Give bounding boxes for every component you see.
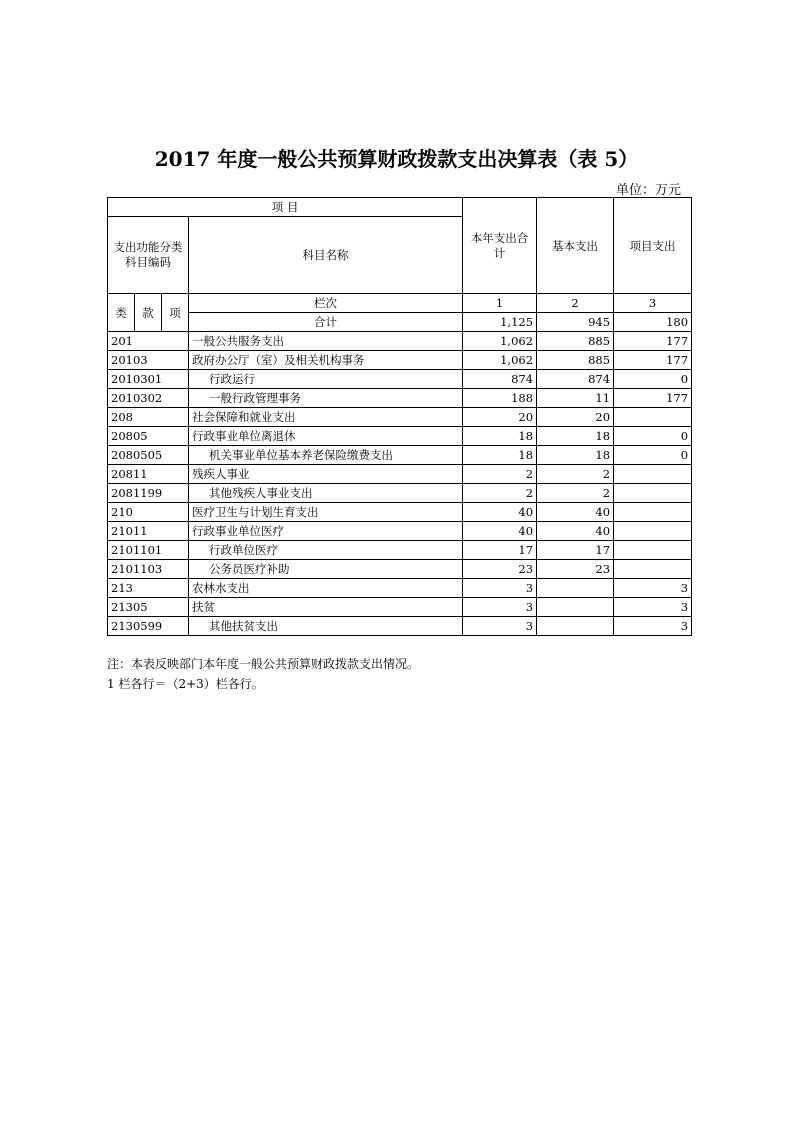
row-code: 210	[108, 503, 189, 522]
row-basic: 40	[537, 503, 614, 522]
total-row	[108, 313, 692, 332]
row-project	[614, 560, 692, 579]
row-total: 17	[463, 541, 537, 560]
row-name: 政府办公厅（室）及相关机构事务	[189, 351, 463, 370]
row-total: 40	[463, 522, 537, 541]
row-name: 社会保障和就业支出	[189, 408, 463, 427]
header-row-lanci	[108, 294, 692, 313]
row-total: 40	[463, 503, 537, 522]
total-project: 180	[614, 313, 692, 332]
table-row	[108, 465, 692, 484]
row-project	[614, 484, 692, 503]
row-name: 一般公共服务支出	[189, 332, 463, 351]
row-code: 201	[108, 332, 189, 351]
row-basic: 874	[537, 370, 614, 389]
row-basic: 20	[537, 408, 614, 427]
row-basic	[537, 598, 614, 617]
row-total: 3	[463, 598, 537, 617]
header-n3: 3	[614, 294, 692, 313]
row-project	[614, 465, 692, 484]
header-lei: 类	[108, 294, 135, 332]
row-project	[614, 541, 692, 560]
row-code: 21305	[108, 598, 189, 617]
row-basic: 17	[537, 541, 614, 560]
row-basic	[537, 579, 614, 598]
table-row	[108, 389, 692, 408]
row-name: 医疗卫生与计划生育支出	[189, 503, 463, 522]
row-code: 21011	[108, 522, 189, 541]
row-total: 188	[463, 389, 537, 408]
row-code: 20103	[108, 351, 189, 370]
header-col-total: 本年支出合计	[463, 198, 537, 294]
row-project: 177	[614, 332, 692, 351]
header-n2: 2	[537, 294, 614, 313]
header-name: 科目名称	[189, 217, 463, 294]
table-row	[108, 351, 692, 370]
row-project: 0	[614, 446, 692, 465]
row-project: 0	[614, 427, 692, 446]
note-line-1: 注：本表反映部门本年度一般公共预算财政拨款支出情况。	[107, 657, 420, 671]
row-project: 3	[614, 598, 692, 617]
row-project	[614, 522, 692, 541]
table-row	[108, 522, 692, 541]
row-basic: 23	[537, 560, 614, 579]
row-code: 213	[108, 579, 189, 598]
row-name: 机关事业单位基本养老保险缴费支出	[189, 446, 463, 465]
row-name: 行政运行	[189, 370, 463, 389]
row-project: 0	[614, 370, 692, 389]
row-basic: 885	[537, 332, 614, 351]
row-basic: 2	[537, 465, 614, 484]
row-basic: 40	[537, 522, 614, 541]
row-total: 18	[463, 427, 537, 446]
header-row-item	[108, 198, 692, 217]
row-basic	[537, 617, 614, 636]
total-basic: 945	[537, 313, 614, 332]
row-name: 行政事业单位医疗	[189, 522, 463, 541]
header-xiang: 项	[162, 294, 189, 332]
row-code: 2010301	[108, 370, 189, 389]
row-basic: 11	[537, 389, 614, 408]
row-project: 3	[614, 579, 692, 598]
table-row	[108, 446, 692, 465]
table-row	[108, 503, 692, 522]
header-item: 项 目	[108, 198, 463, 217]
table-row	[108, 408, 692, 427]
row-code: 2081199	[108, 484, 189, 503]
row-code: 2080505	[108, 446, 189, 465]
row-name: 其他残疾人事业支出	[189, 484, 463, 503]
row-code: 20805	[108, 427, 189, 446]
row-total: 18	[463, 446, 537, 465]
row-total: 874	[463, 370, 537, 389]
unit-label: 单位：万元	[615, 183, 681, 198]
row-project	[614, 408, 692, 427]
row-code: 2010302	[108, 389, 189, 408]
row-name: 残疾人事业	[189, 465, 463, 484]
row-name: 农林水支出	[189, 579, 463, 598]
row-basic: 2	[537, 484, 614, 503]
table-row	[108, 332, 692, 351]
table-row	[108, 598, 692, 617]
note-line-2: 1 栏各行＝（2+3）栏各行。	[107, 677, 264, 691]
row-code: 2101103	[108, 560, 189, 579]
row-total: 1,062	[463, 351, 537, 370]
row-total: 2	[463, 465, 537, 484]
expenditure-table	[107, 197, 692, 636]
header-n1: 1	[463, 294, 537, 313]
total-value: 1,125	[463, 313, 537, 332]
row-code: 2101101	[108, 541, 189, 560]
header-code-group: 支出功能分类科目编码	[108, 217, 189, 294]
row-code: 208	[108, 408, 189, 427]
table-row	[108, 541, 692, 560]
row-name: 扶贫	[189, 598, 463, 617]
row-basic: 18	[537, 446, 614, 465]
row-total: 2	[463, 484, 537, 503]
row-name: 一般行政管理事务	[189, 389, 463, 408]
row-project: 3	[614, 617, 692, 636]
table-row	[108, 370, 692, 389]
row-basic: 885	[537, 351, 614, 370]
row-name: 行政事业单位离退休	[189, 427, 463, 446]
table-row	[108, 484, 692, 503]
row-name: 行政单位医疗	[189, 541, 463, 560]
row-name: 其他扶贫支出	[189, 617, 463, 636]
total-label: 合计	[189, 313, 463, 332]
header-lanci: 栏次	[189, 294, 463, 313]
row-project	[614, 503, 692, 522]
table-row	[108, 617, 692, 636]
page-title: 2017 年度一般公共预算财政拨款支出决算表（表 5）	[154, 147, 639, 171]
table-row	[108, 427, 692, 446]
row-total: 20	[463, 408, 537, 427]
row-code: 2130599	[108, 617, 189, 636]
row-project: 177	[614, 351, 692, 370]
header-kuan: 款	[135, 294, 162, 332]
row-total: 3	[463, 617, 537, 636]
row-name: 公务员医疗补助	[189, 560, 463, 579]
row-code: 20811	[108, 465, 189, 484]
table-row	[108, 579, 692, 598]
row-project: 177	[614, 389, 692, 408]
table-row	[108, 560, 692, 579]
row-total: 1,062	[463, 332, 537, 351]
row-basic: 18	[537, 427, 614, 446]
row-total: 3	[463, 579, 537, 598]
header-col-project: 项目支出	[614, 198, 692, 294]
header-col-basic: 基本支出	[537, 198, 614, 294]
row-total: 23	[463, 560, 537, 579]
